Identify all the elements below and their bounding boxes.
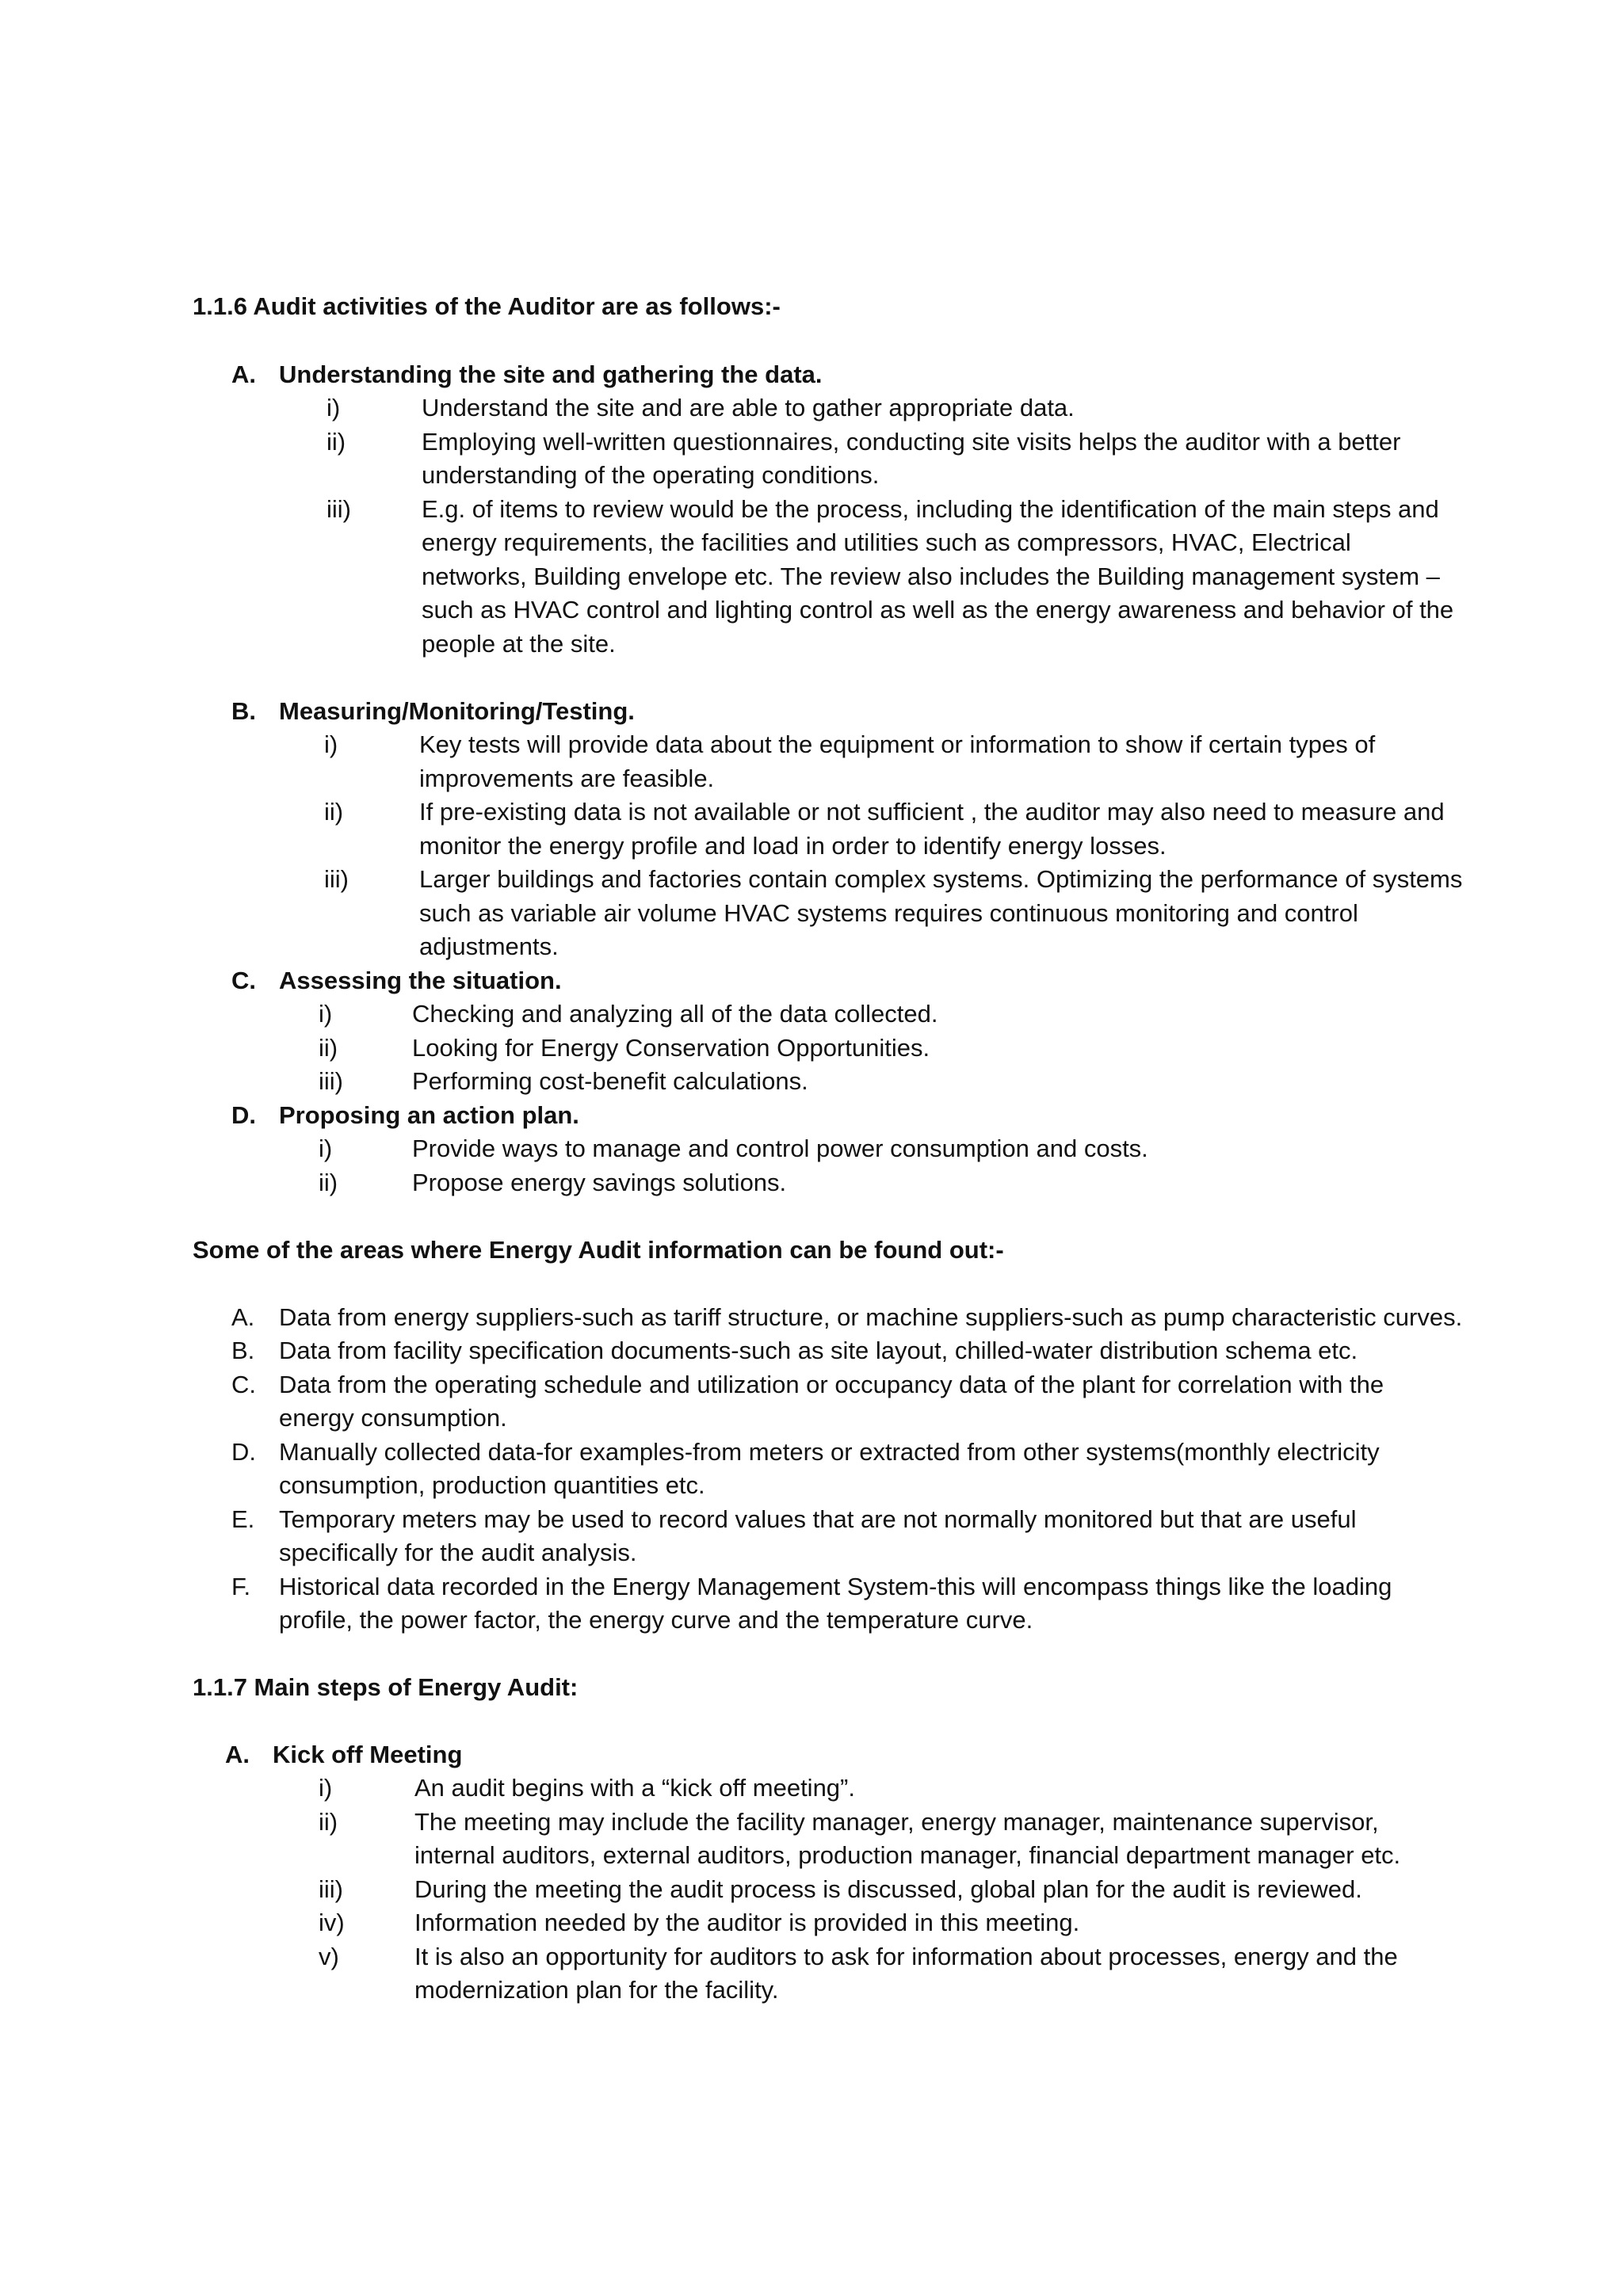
item-number: ii) — [327, 428, 346, 456]
item-text: Information needed by the auditor is provided in this meeting. — [414, 1909, 1080, 1936]
item-text: E.g. of items to review would be the process, including the identification of the main steps and — [422, 495, 1439, 523]
group-letter: D. — [231, 1101, 256, 1129]
item-text: Key tests will provide data about the equipment or information to show if certain types of — [419, 730, 1376, 758]
item-number: iii) — [319, 1067, 343, 1095]
group-title: Kick off Meeting — [273, 1741, 463, 1768]
item-number: v) — [319, 1943, 339, 1970]
list-item-text: Data from the operating schedule and utilization or occupancy data of the plant for correlation with the — [279, 1371, 1384, 1398]
item-text: Performing cost-benefit calculations. — [412, 1067, 808, 1095]
item-text: networks, Building envelope etc. The review also includes the Building management system – — [422, 563, 1440, 590]
group-title: Proposing an action plan. — [279, 1101, 579, 1129]
item-text: understanding of the operating conditions. — [422, 461, 880, 489]
item-text: Propose energy savings solutions. — [412, 1169, 787, 1196]
group-letter: B. — [231, 697, 256, 725]
section-heading-1-1-6: 1.1.6 Audit activities of the Auditor are as follows:- — [193, 292, 781, 320]
item-number: iii) — [324, 865, 349, 893]
item-text: modernization plan for the facility. — [414, 1976, 779, 2004]
list-letter: D. — [231, 1438, 256, 1466]
item-number: i) — [319, 1000, 333, 1028]
item-text: Checking and analyzing all of the data collected. — [412, 1000, 938, 1028]
item-text: adjustments. — [419, 933, 559, 960]
list-item-text: Data from facility specification documents-such as site layout, chilled-water distribution schema etc. — [279, 1337, 1358, 1364]
item-number: iii) — [327, 495, 351, 523]
list-item-text: energy consumption. — [279, 1404, 507, 1432]
item-number: i) — [324, 730, 338, 758]
item-text: During the meeting the audit process is discussed, global plan for the audit is reviewed. — [414, 1875, 1362, 1903]
list-letter: E. — [231, 1505, 255, 1533]
list-letter: A. — [231, 1303, 255, 1331]
item-text: It is also an opportunity for auditors to ask for information about processes, energy and the — [414, 1943, 1398, 1970]
item-text: Employing well-written questionnaires, conducting site visits helps the auditor with a better — [422, 428, 1401, 456]
list-item-text: Historical data recorded in the Energy Management System-this will encompass things like the loading — [279, 1573, 1392, 1600]
item-text: Understand the site and are able to gather appropriate data. — [422, 394, 1075, 421]
areas-heading: Some of the areas where Energy Audit information can be found out:- — [193, 1236, 1004, 1264]
list-item-text: Manually collected data-for examples-from meters or extracted from other systems(monthly electricity — [279, 1438, 1380, 1466]
item-number: i) — [319, 1135, 333, 1162]
group-title: Measuring/Monitoring/Testing. — [279, 697, 635, 725]
list-item-text: specifically for the audit analysis. — [279, 1539, 637, 1566]
item-number: iv) — [319, 1909, 345, 1936]
item-number: i) — [327, 394, 341, 421]
item-number: iii) — [319, 1875, 343, 1903]
section-heading-1-1-7: 1.1.7 Main steps of Energy Audit: — [193, 1673, 579, 1701]
list-letter: B. — [231, 1337, 255, 1364]
item-text: internal auditors, external auditors, production manager, financial department manager etc. — [414, 1841, 1401, 1869]
list-item-text: Data from energy suppliers-such as tariff structure, or machine suppliers-such as pump characteristic curves. — [279, 1303, 1463, 1331]
item-text: energy requirements, the facilities and utilities such as compressors, HVAC, Electrical — [422, 528, 1351, 556]
item-text: monitor the energy profile and load in order to identify energy losses. — [419, 832, 1167, 860]
item-number: ii) — [319, 1169, 338, 1196]
item-text: An audit begins with a “kick off meeting”. — [414, 1774, 855, 1802]
item-text: such as variable air volume HVAC systems requires continuous monitoring and control — [419, 899, 1358, 927]
group-letter: C. — [231, 967, 256, 994]
group-title: Understanding the site and gathering the data. — [279, 360, 823, 388]
item-number: i) — [319, 1774, 333, 1802]
list-letter: F. — [231, 1573, 251, 1600]
item-number: ii) — [319, 1034, 338, 1062]
group-title: Assessing the situation. — [279, 967, 562, 994]
item-text: Looking for Energy Conservation Opportunities. — [412, 1034, 930, 1062]
item-text: people at the site. — [422, 630, 616, 658]
group-letter: A. — [225, 1741, 250, 1768]
group-letter: A. — [231, 360, 256, 388]
item-text: The meeting may include the facility manager, energy manager, maintenance supervisor, — [414, 1808, 1379, 1836]
item-text: such as HVAC control and lighting control as well as the energy awareness and behavior of the — [422, 596, 1454, 624]
item-text: If pre-existing data is not available or not sufficient , the auditor may also need to measure and — [419, 798, 1445, 826]
list-item-text: profile, the power factor, the energy curve and the temperature curve. — [279, 1606, 1033, 1634]
item-number: ii) — [319, 1808, 338, 1836]
list-item-text: Temporary meters may be used to record values that are not normally monitored but that are useful — [279, 1505, 1357, 1533]
item-text: Larger buildings and factories contain complex systems. Optimizing the performance of systems — [419, 865, 1463, 893]
item-number: ii) — [324, 798, 344, 826]
item-text: improvements are feasible. — [419, 765, 715, 792]
list-letter: C. — [231, 1371, 256, 1398]
list-item-text: consumption, production quantities etc. — [279, 1471, 705, 1499]
item-text: Provide ways to manage and control power consumption and costs. — [412, 1135, 1148, 1162]
